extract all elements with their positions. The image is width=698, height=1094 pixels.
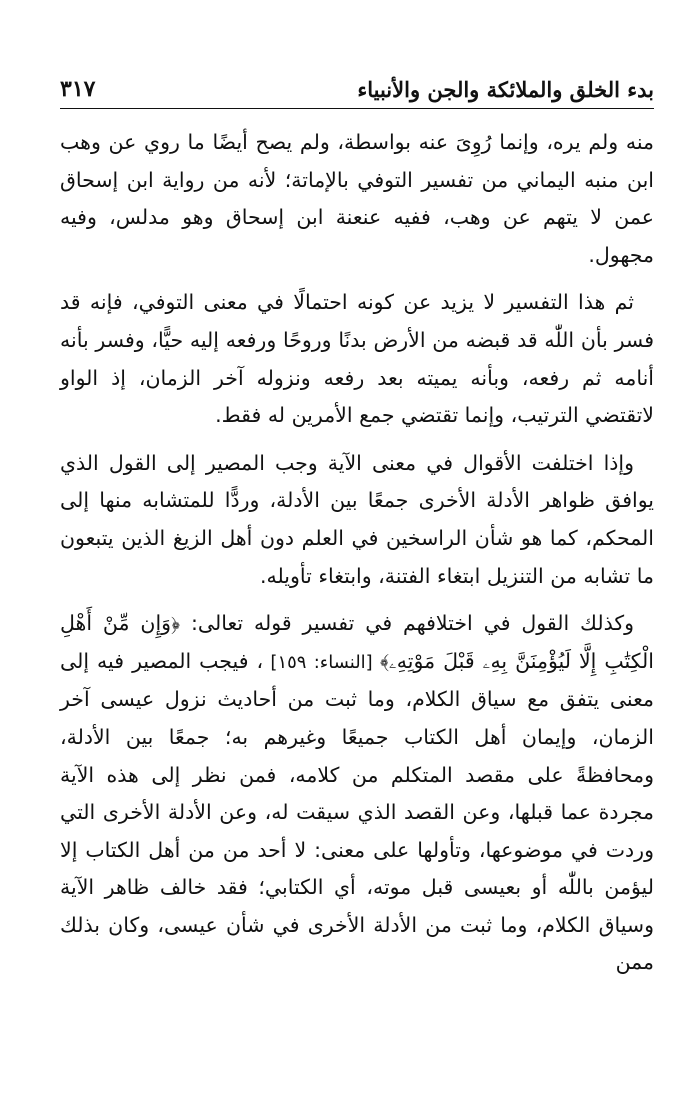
quran-verse: ﴿وَإِن مِّنْ أَهْلِ الْكِتَٰبِ إِلَّا لَيُؤْمِنَنَّ بِهِۦ قَبْلَ مَوْتِهِۦ﴾ <box>60 611 654 673</box>
paragraph-4-body: ، فيجب المصير فيه إلى معنى يتفق مع سياق الكلام، وما ثبت من أحاديث نزول عيسى آخر الزمان، وإيمان أهل الكتاب جميعًا وغيرهم به؛ جمعًا بين الأدلة، ومحافظةً على مقصد المتكلم من كلامه، فمن نظر إلى هذه الآية مجردة عما قبلها، وعن القصد الذي سيقت له، وعن الأدلة الأخرى التي وردت في موضوعها، وتأولها على معنى: لا أحد من من أهل الكتاب إلا ليؤمن باللّٰه أو بعيسى قبل موته، أي الكتابي؛ فقد خالف ظاهر الآية وسياق الكلام، وما ثبت من الأدلة الأخرى في شأن عيسى، وكان بذلك ممن <box>60 648 654 975</box>
page-header <box>60 56 654 109</box>
body-text <box>60 124 654 982</box>
paragraph-4-intro: وكذلك القول في اختلافهم في تفسير قوله تعالى: <box>180 611 635 636</box>
verse-reference: [النساء: ١٥٩] <box>263 651 380 673</box>
paragraph-2: ثم هذا التفسير لا يزيد عن كونه احتمالًا في معنى التوفي، فإنه قد فسر بأن اللّٰه قد قبضه من الأرض بدنًا وروحًا ورفعه إليه حيًّا، وفسر بأنه أنامه ثم رفعه، وبأنه يميته بعد رفعه ونزوله آخر الزمان، إذ الواو لاتقتضي الترتيب، وإنما تقتضي جمع الأمرين له فقط. <box>60 290 654 428</box>
page-number: ٣١٧ <box>60 76 96 102</box>
paragraph-4 <box>60 605 654 982</box>
paragraph-1: منه ولم يره، وإنما رُوِىَ عنه بواسطة، ولم يصح أيضًا ما روي عن وهب ابن منبه اليماني من تفسير التوفي بالإماتة؛ لأنه من رواية ابن إسحاق عمن لا يتهم عن وهب، ففيه عنعنة ابن إسحاق وهو مدلس، وفيه مجهول. <box>60 130 654 267</box>
paragraph-3: وإذا اختلفت الأقوال في معنى الآية وجب المصير إلى القول الذي يوافق ظواهر الأدلة الأخرى جمعًا بين الأدلة، وردًّا للمتشابه منها إلى المحكم، كما هو شأن الراسخين في العلم دون أهل الزيغ الذين يتبعون ما تشابه من التنزيل ابتغاء الفتنة، وابتغاء تأويله. <box>60 450 654 588</box>
running-head: بدء الخلق والملائكة والجن والأنبياء <box>357 77 654 102</box>
